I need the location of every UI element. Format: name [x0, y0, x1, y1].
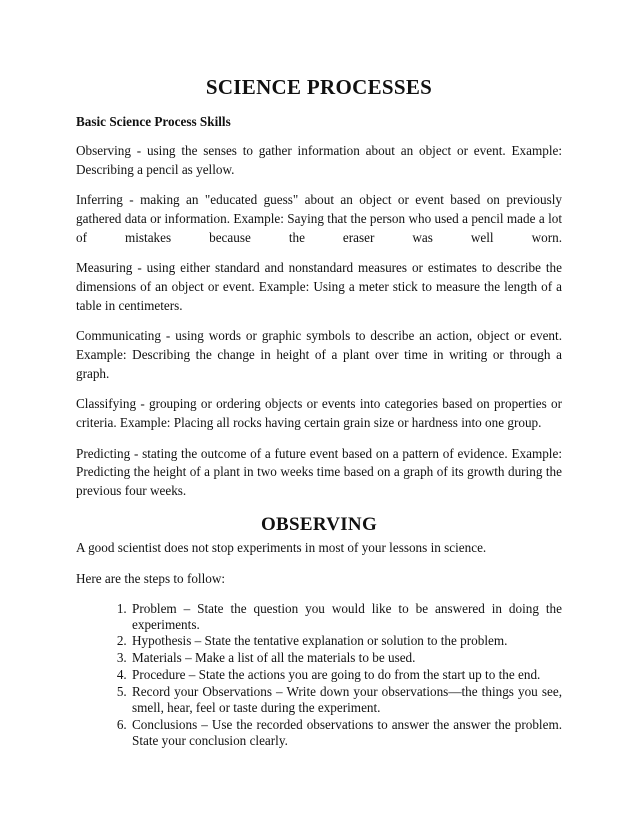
- page-title: SCIENCE PROCESSES: [205, 75, 433, 99]
- step-conclusions: 6. Conclusions – Use the recorded observations to answer the answer the problem. State your conclusion clearly.: [130, 717, 562, 749]
- step-problem: 1. Problem – State the question you would like to be answered in doing the experiments.: [130, 601, 562, 633]
- skill-communicating-paragraph: Communicating - using words or graphic symbols to describe an action, object or event. Example: Describing the change in height of a plant over time in writing or through a graph.: [76, 328, 562, 381]
- skill-observing-paragraph: Observing - using the senses to gather information about an object or event. Example: Describing a pencil as yellow.: [76, 143, 562, 177]
- observing-heading: OBSERVING: [260, 513, 378, 535]
- document-page: [76, 74, 562, 749]
- step-procedure: 4. Procedure – State the actions you are going to do from the start up to the end.: [130, 667, 562, 683]
- step-record-observations: 5. Record your Observations – Write down your observations—the things you see, smell, hear, feel or taste during the experiment.: [130, 684, 562, 716]
- skill-measuring-paragraph: Measuring - using either standard and nonstandard measures or estimates to describe the dimensions of an object or event. Example: Using a meter stick to measure the length of a table in centimeters.: [76, 260, 562, 313]
- steps-intro: Here are the steps to follow:: [76, 570, 226, 586]
- skill-classifying-paragraph: Classifying - grouping or ordering objects or events into categories based on properties or criteria. Example: Placing all rocks having certain grain size or hardness into one group.: [76, 396, 562, 430]
- observing-intro: A good scientist does not stop experiments in most of your lessons in science.: [76, 539, 487, 555]
- section-subtitle: Basic Science Process Skills: [76, 114, 231, 129]
- skill-inferring-paragraph: Inferring - making an "educated guess" about an object or event based on previously gathered data or information. Example: Saying that the person who used a pencil made a lot of mistakes because the eraser was well worn.: [76, 192, 562, 245]
- skill-predicting-paragraph: Predicting - stating the outcome of a future event based on a pattern of evidence. Example: Predicting the height of a plant in two weeks time based on a graph of its growth during the previous four weeks.: [76, 445, 562, 498]
- step-materials: 3. Materials – Make a list of all the materials to be used.: [130, 650, 562, 666]
- step-hypothesis: 2. Hypothesis – State the tentative explanation or solution to the problem.: [130, 633, 562, 649]
- steps-list: [76, 601, 562, 749]
